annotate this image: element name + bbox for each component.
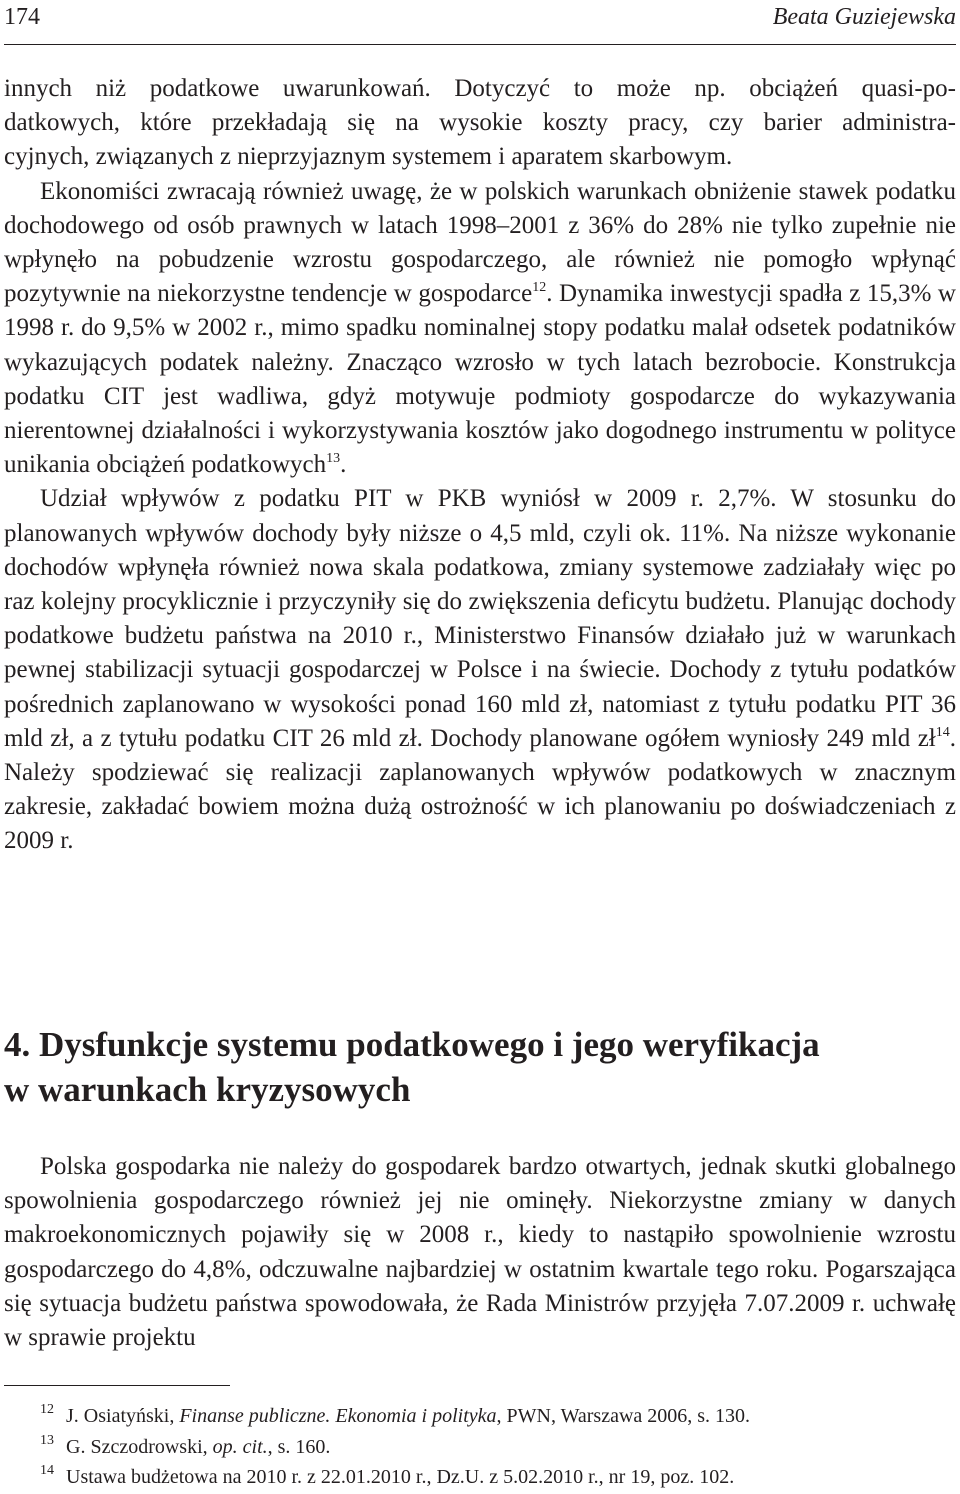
body-text-block-1 xyxy=(4,72,956,859)
section-heading xyxy=(4,1022,956,1112)
footnote-number: 14 xyxy=(40,1463,54,1478)
paragraph-economists: Ekonomiści zwracają również uwagę, że w polskich warunkach obniżenie stawek podatku dochodowego od osób prawnych w latach 1998–2001 z 36% do 28% nie tylko zupełnie nie wpłynęło na pobudzenie wzrostu gospodarczego, ale również nie pomogło wpłynąć pozytywnie na niekorzystne tendencje w gospodarce$^{12}$. Dynamika inwestycji spadła z 15,3% w 1998 r. do 9,5% w 2002 r., mimo spadku nominalnej stopy podatku malał odsetek podatników wykazujących podatek należny. Znacząco wzrosło w tych latach bezrobocie. Konstrukcja podatku CIT jest wadliwa, gdyż motywuje podmioty gospodarcze do wykazywania nierentownej działalności i wykorzystywania kosztów jako dogodnego instrumentu w polityce unikania obciążeń podatkowych$^{13}$. xyxy=(4,177,956,479)
footnote-12: 12 J. Osiatyński, Finanse publiczne. Ekonomia i polityka, PWN, Warszawa 2006, s. 130. xyxy=(40,1402,751,1427)
body-text-block-2 xyxy=(4,1150,956,1355)
page-header xyxy=(4,0,956,45)
footnote-number: 12 xyxy=(40,1402,54,1417)
footnotes xyxy=(4,1401,956,1493)
text-line: cyjnych, związanych z nieprzyjaznym systemem i aparatem skarbowym. xyxy=(4,143,733,171)
text-line: datkowych, które przekładają się na wysokie koszty pracy, czy barier administra- xyxy=(4,109,956,137)
continued-paragraph xyxy=(4,72,956,175)
footnote-title: Finanse publiczne. Ekonomia i polityka xyxy=(179,1405,497,1427)
footnote-title: op. cit. xyxy=(212,1435,268,1458)
footnote-ref-12: 12 xyxy=(532,280,547,296)
page-number: 174 xyxy=(4,4,40,30)
footnote-13: 13 G. Szczodrowski, op. cit., s. 160. xyxy=(40,1432,331,1458)
paragraph-polish-economy: Polska gospodarka nie należy do gospodarek bardzo otwartych, jednak skutki globalnego spowolnienia gospodarczego również jej nie ominęły. Niekorzystne zmiany w danych makroekonomicznych pojawiły się w 2008 r., kiedy to nastąpiło spowolnienie wzrostu gospodarczego do 4,8%, odczuwalne najbardziej w ostatnim kwartale tego roku. Pogarszająca się sytuacja budżetu państwa spowodowała, że Rada Ministrów przyjęła 7.07.2009 r. uchwałę w sprawie projektu xyxy=(4,1153,956,1352)
running-head-author: Beata Guziejewska xyxy=(772,4,956,30)
section-heading-line-2: w warunkach kryzysowych xyxy=(4,1070,411,1109)
footnote-ref-13: 13 xyxy=(326,451,341,467)
footnote-14: 14 Ustawa budżetowa na 2010 r. z 22.01.2010 r., Dz.U. z 5.02.2010 r., nr 19, poz. 102. xyxy=(40,1463,735,1488)
paragraph-pit-revenue: Udział wpływów z podatku PIT w PKB wyniósł w 2009 r. 2,7%. W stosunku do planowanych wpływów dochody były niższe o 4,5 mld, czyli ok. 11%. Na niższe wykonanie dochodów wpłynęła również nowa skala podatkowa, zmiany systemowe zadziałały więc po raz kolejny procyklicznie i przyczyniły się do zwiększenia deficytu budżetu. Planując dochody podatkowe budżetu państwa na 2010 r., Ministerstwo Finansów działało już w warunkach pewnej stabilizacji sytuacji gospodarczej w Polsce i na świecie. Dochody z tytułu podatków pośrednich zaplanowano w wysokości ponad 160 mld zł, natomiast z tytułu podatku PIT 36 mld zł, a z tytułu podatku CIT 26 mld zł. Dochody planowane ogółem wyniosły 249 mld $zł^{14}$. Należy spodziewać się realizacji zaplanowanych wpływów podatkowych w znacznym zakresie, zakładać bowiem można dużą ostrożność w ich planowaniu po doświadczeniach z 2009 r. xyxy=(4,485,956,855)
section-heading-line-1: 4. Dysfunkcje systemu podatkowego i jego weryfikacja xyxy=(4,1025,820,1064)
text-line: innych niż podatkowe uwarunkowań. Dotyczyć to może np. obciążeń quasi-po- xyxy=(4,75,956,102)
footnote-separator xyxy=(4,1385,230,1386)
footnote-number: 13 xyxy=(40,1432,54,1448)
footnote-ref-14: 14 xyxy=(935,724,950,740)
